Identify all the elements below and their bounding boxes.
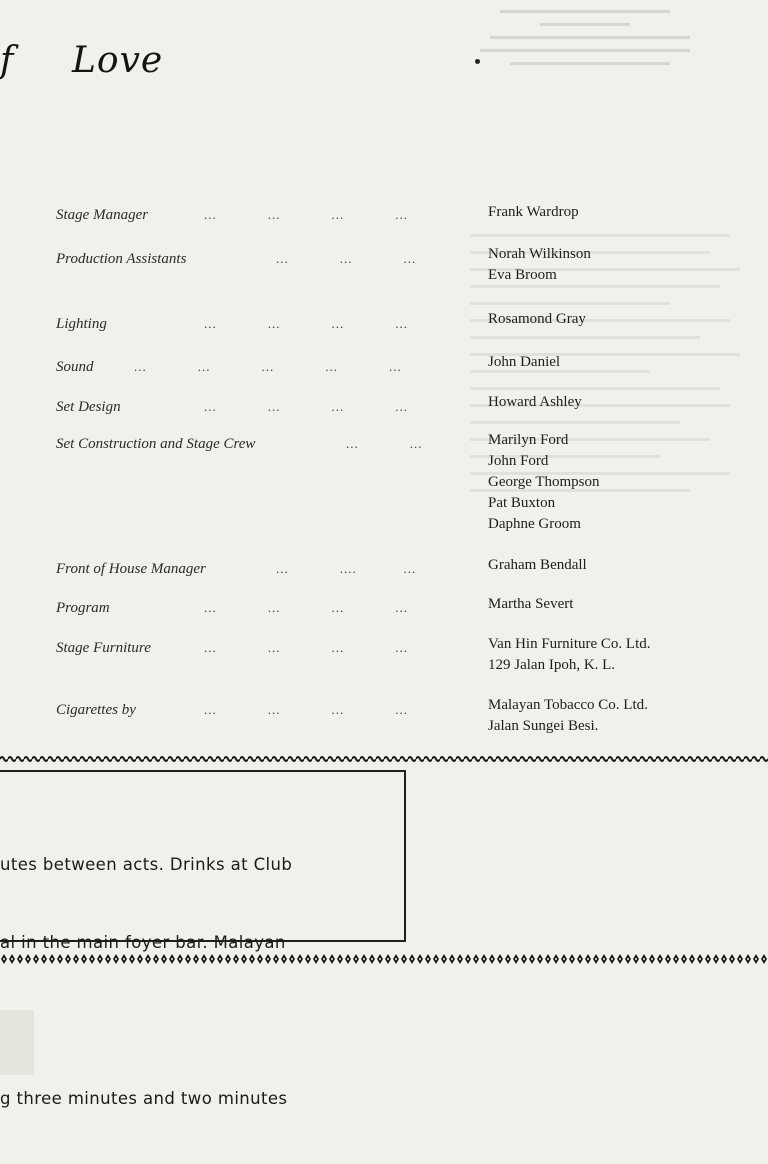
dot-leader: ... ... ... ... <box>204 640 408 655</box>
credit-names <box>488 202 579 223</box>
dot-leader: ... .... ... <box>276 561 417 576</box>
credit-name: Rosamond Gray <box>488 311 586 327</box>
credit-role: Sound <box>56 359 94 375</box>
credit-name: Van Hin Furniture Co. Ltd. <box>488 636 651 652</box>
page-shadow <box>0 1010 34 1075</box>
credit-names <box>488 634 651 676</box>
ink-dot <box>475 59 480 64</box>
credit-names <box>488 430 600 535</box>
dot-leader: ... ... ... <box>276 251 417 266</box>
dot-leader: ... ... ... ... ... <box>134 359 402 374</box>
credit-role: Cigarettes by <box>56 702 136 718</box>
wavy-divider <box>0 754 768 764</box>
credit-name: John Ford <box>488 453 549 469</box>
credit-name: Daphne Groom <box>488 516 581 532</box>
dot-leader: ... ... ... ... <box>204 399 408 414</box>
credit-role: Stage Furniture <box>56 640 151 656</box>
credit-names <box>488 594 573 615</box>
title-word: Love <box>72 40 164 81</box>
credit-name: George Thompson <box>488 474 600 490</box>
credit-name: John Daniel <box>488 354 561 370</box>
credit-name: Marilyn Ford <box>488 432 569 448</box>
notice-line: al in the main foyer bar. Malayan <box>0 933 286 952</box>
credit-name: 129 Jalan Ipoh, K. L. <box>488 657 616 673</box>
credit-name: Jalan Sungei Besi. <box>488 718 599 734</box>
credit-names <box>488 695 648 737</box>
diamond-border <box>0 952 768 966</box>
dot-leader: ... ... ... ... <box>204 600 408 615</box>
credit-role: Set Construction and Stage Crew <box>56 436 256 452</box>
dot-leader: ... ... ... ... <box>204 316 408 331</box>
credit-name: Norah Wilkinson <box>488 246 591 262</box>
credit-name: Frank Wardrop <box>488 204 579 220</box>
credit-name: Martha Severt <box>488 596 574 612</box>
dot-leader: ... ... <box>346 436 423 451</box>
notice-line <box>0 1008 380 1034</box>
credit-names <box>488 352 560 373</box>
play-title <box>0 40 163 81</box>
title-fragment: f <box>0 40 15 81</box>
credit-names <box>488 309 586 330</box>
credit-name: Malayan Tobacco Co. Ltd. <box>488 697 648 713</box>
credit-role: Stage Manager <box>56 207 149 223</box>
credit-name: Howard Ashley <box>488 394 582 410</box>
dot-leader: ... ... ... ... <box>204 702 408 717</box>
notice-line: g three minutes and two minutes <box>0 1089 288 1108</box>
notice-text <box>0 800 380 1164</box>
credit-name: Pat Buxton <box>488 495 556 511</box>
credit-name: Eva Broom <box>488 267 557 283</box>
dot-leader: ... ... ... ... <box>204 207 408 222</box>
credit-role: Front of House Manager <box>56 561 206 577</box>
bleed-through-text-top <box>480 0 710 160</box>
notice-line: utes between acts. Drinks at Club <box>0 855 293 874</box>
credit-name: Graham Bendall <box>488 557 587 573</box>
credit-names <box>488 555 587 576</box>
credit-role: Program <box>56 600 110 616</box>
credit-role: Set Design <box>56 399 121 415</box>
credit-names <box>488 244 591 286</box>
credit-role: Production Assistants <box>56 251 187 267</box>
credit-role: Lighting <box>56 316 107 332</box>
credit-names <box>488 392 582 413</box>
